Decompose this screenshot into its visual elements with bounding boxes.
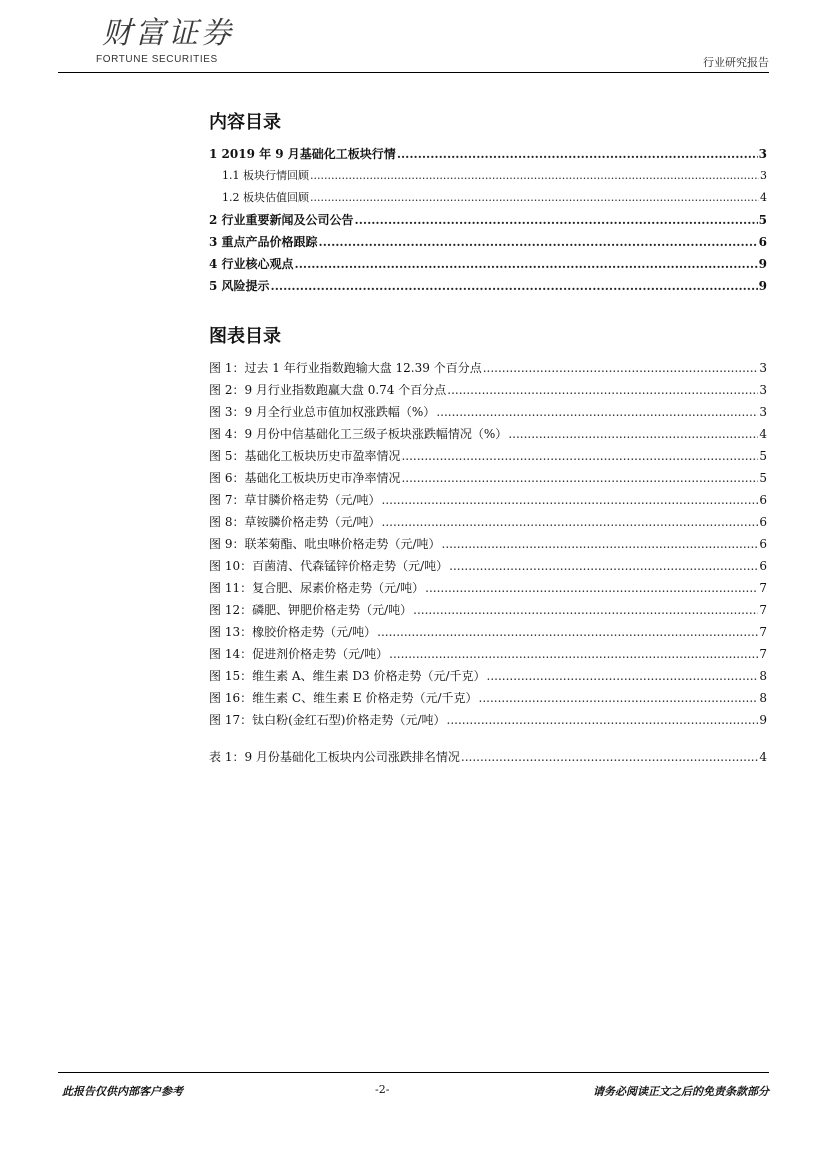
company-logo-english: FORTUNE SECURITIES [96,54,218,65]
footer-disclaimer-left: 此报告仅供内部客户参考 [62,1085,183,1098]
toc-entry-page: 9 [758,279,767,293]
dot-leader [479,687,759,709]
figure-entry[interactable] [209,489,767,511]
dot-leader [508,423,758,445]
toc-entry-page: 4 [760,191,767,204]
table-entry-label: 表 1：9 月份基础化工板块内公司涨跌排名情况 [209,750,460,764]
dot-leader [447,709,759,731]
page-number: -2- [375,1083,390,1096]
toc-entry[interactable] [209,209,767,231]
figure-entry-label: 图 15：维生素 A、维生素 D3 价格走势（元/千克） [209,669,486,683]
dot-leader [377,621,758,643]
figure-entry[interactable] [209,665,767,687]
figure-entry-label: 图 8：草铵膦价格走势（元/吨） [209,515,381,529]
dot-leader [483,357,759,379]
dot-leader [271,275,758,297]
document-type: 行业研究报告 [703,56,769,69]
figure-entry[interactable] [209,467,767,489]
toc-entry[interactable] [209,253,767,275]
toc-entry-label: 2 行业重要新闻及公司公告 [209,213,354,227]
contents-list [209,143,767,297]
figure-entry[interactable] [209,401,767,423]
toc-entry-label: 3 重点产品价格跟踪 [209,235,318,249]
figure-entry[interactable] [209,423,767,445]
dot-leader [382,511,759,533]
table-entry-page: 4 [759,750,767,764]
toc-entry-page: 3 [760,169,767,182]
figure-entry[interactable] [209,643,767,665]
dot-leader [425,577,758,599]
dot-leader [319,231,758,253]
figure-entry-page: 8 [759,669,767,683]
figures-title: 图表目录 [209,326,281,347]
footer-disclaimer-right: 请务必阅读正文之后的免责条款部分 [593,1085,769,1098]
toc-entry-page: 9 [758,257,767,271]
figure-entry-page: 4 [759,427,767,441]
figure-entry[interactable] [209,709,767,731]
figure-entry-label: 图 2：9 月行业指数跑赢大盘 0.74 个百分点 [209,383,447,397]
toc-entry[interactable] [209,143,767,165]
figure-entry-label: 图 10：百菌清、代森锰锌价格走势（元/吨） [209,559,449,573]
figure-entry-label: 图 11：复合肥、尿素价格走势（元/吨） [209,581,425,595]
figure-entry-label: 图 7：草甘膦价格走势（元/吨） [209,493,381,507]
page-header [0,0,827,80]
toc-entry[interactable] [209,275,767,297]
dot-leader [447,379,758,401]
figure-entry-page: 7 [759,647,767,661]
figure-entry-label: 图 17：钛白粉(金红石型)价格走势（元/吨） [209,713,446,727]
figure-entry[interactable] [209,379,767,401]
toc-entry[interactable] [209,187,767,209]
figure-entry-page: 3 [759,383,767,397]
figure-entry-page: 5 [759,471,767,485]
figure-entry-page: 6 [759,515,767,529]
figure-entry-label: 图 16：维生素 C、维生素 E 价格走势（元/千克） [209,691,478,705]
figure-entry-page: 3 [759,361,767,375]
figure-entry-page: 6 [759,559,767,573]
footer-divider [58,1072,769,1073]
figure-entry-page: 7 [759,581,767,595]
toc-entry-label: 1 2019 年 9 月基础化工板块行情 [209,147,396,161]
figure-entry[interactable] [209,357,767,379]
dot-leader [382,489,759,511]
figure-entry-page: 6 [759,493,767,507]
figure-entry[interactable] [209,511,767,533]
figure-entry-label: 图 4：9 月份中信基础化工三级子板块涨跌幅情况（%） [209,427,508,441]
figure-entry-label: 图 6：基础化工板块历史市净率情况 [209,471,401,485]
dot-leader [397,143,758,165]
dot-leader [487,665,759,687]
toc-entry-label: 1.2 板块估值回顾 [222,191,309,204]
figure-entry-page: 5 [759,449,767,463]
dot-leader [355,209,758,231]
dot-leader [442,533,759,555]
figure-entry-label: 图 3：9 月全行业总市值加权涨跌幅（%） [209,405,436,419]
toc-entry-page: 6 [758,235,767,249]
dot-leader [401,467,758,489]
contents-title: 内容目录 [209,112,281,133]
figure-entry-label: 图 14：促进剂价格走势（元/吨） [209,647,389,661]
dot-leader [449,555,758,577]
figure-entry[interactable] [209,599,767,621]
toc-entry-label: 4 行业核心观点 [209,257,294,271]
dot-leader [413,599,758,621]
company-logo: 财富证券 [102,16,234,51]
figure-entry-label: 图 12：磷肥、钾肥价格走势（元/吨） [209,603,413,617]
figure-entry-page: 7 [759,603,767,617]
figure-entry-page: 8 [759,691,767,705]
dot-leader [401,445,758,467]
dot-leader [310,187,759,209]
dot-leader [436,401,758,423]
toc-entry[interactable] [209,165,767,187]
toc-entry-page: 5 [758,213,767,227]
dot-leader [310,165,759,187]
dot-leader [461,746,758,768]
figure-entry[interactable] [209,621,767,643]
figure-entry[interactable] [209,577,767,599]
tables-list [209,746,767,768]
figure-entry-page: 6 [759,537,767,551]
figures-list [209,357,767,731]
figure-entry-label: 图 9：联苯菊酯、吡虫啉价格走势（元/吨） [209,537,441,551]
figure-entry[interactable] [209,687,767,709]
figure-entry[interactable] [209,533,767,555]
figure-entry-label: 图 1：过去 1 年行业指数跑输大盘 12.39 个百分点 [209,361,482,375]
toc-entry[interactable] [209,231,767,253]
figure-entry-page: 7 [759,625,767,639]
toc-entry-page: 3 [758,147,767,161]
figure-entry-label: 图 13：橡胶价格走势（元/吨） [209,625,377,639]
figure-entry-page: 9 [759,713,767,727]
table-entry[interactable] [209,746,767,768]
figure-entry-label: 图 5：基础化工板块历史市盈率情况 [209,449,401,463]
figure-entry-page: 3 [759,405,767,419]
dot-leader [295,253,758,275]
dot-leader [389,643,758,665]
toc-entry-label: 5 风险提示 [209,279,270,293]
toc-entry-label: 1.1 板块行情回顾 [222,169,309,182]
header-divider [58,72,769,73]
figure-entry[interactable] [209,445,767,467]
figure-entry[interactable] [209,555,767,577]
